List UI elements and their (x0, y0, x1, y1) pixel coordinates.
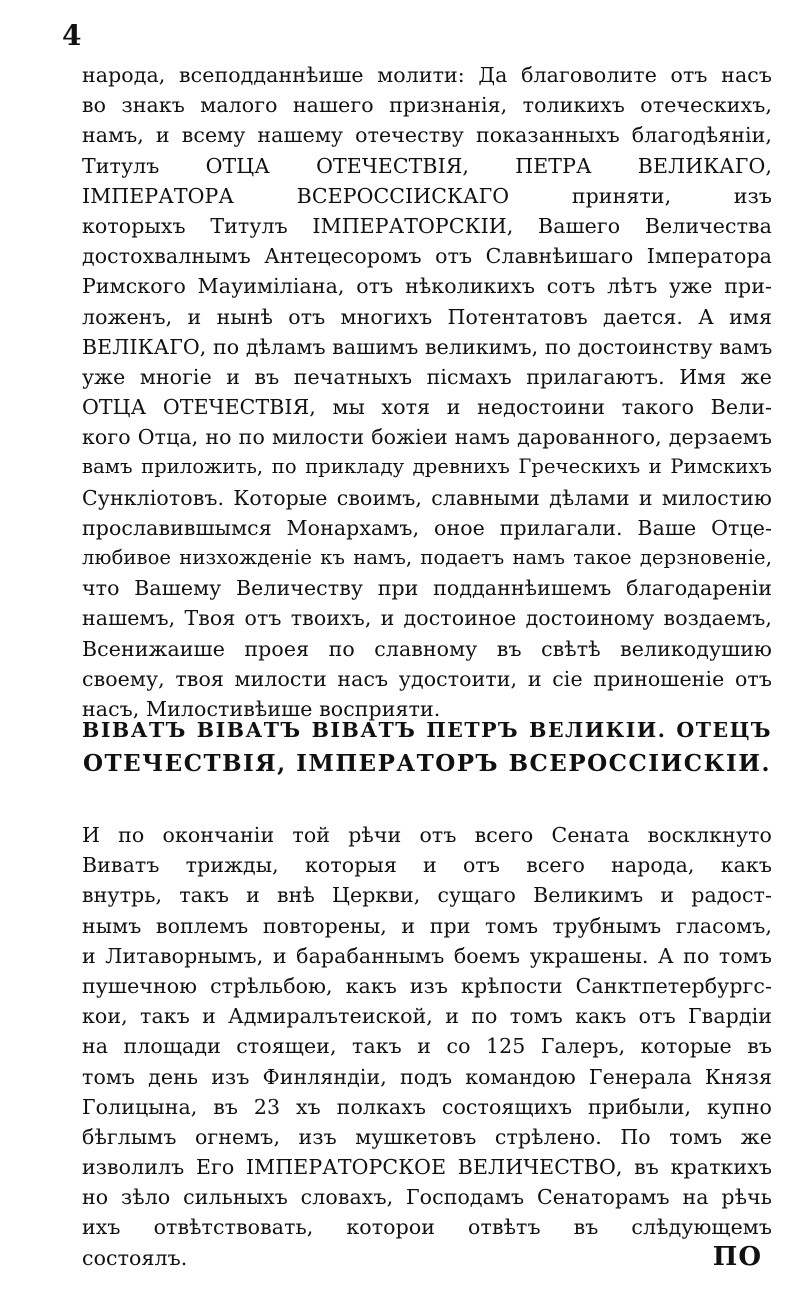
text-line: что Вашему Величеству при подданнѣишемъ благодареніи (82, 576, 772, 601)
text-line: И по окончаніи той рѣчи отъ всего Сената восклкнуто (82, 823, 772, 847)
text-line: народа, всеподданнѣише молити: Да благоволите отъ насъ (82, 63, 772, 87)
text-line: ложенъ, и нынѣ отъ многихъ Потентатовъ дается. А имя (82, 304, 772, 329)
text-line: ОТЦА ОТЕЧЕСТВІЯ, мы хотя и недостоини такого Вели- (82, 395, 772, 420)
text-line: насъ, Милостивѣише восприяти. (82, 696, 441, 721)
text-line: которыхъ Титулъ ІМПЕРАТОРСКІИ, Вашего Величества (82, 213, 772, 238)
heading-line: ОТЕЧЕСТВІЯ, ІМПЕРАТОРЪ ВСЕРОССІИСКІИ. (82, 750, 771, 777)
narrative-paragraph (82, 820, 772, 1273)
text-line: достохвалнымъ Антецесоромъ отъ Славнѣишаго Імператора (82, 244, 772, 269)
text-line: уже многіе и въ печатныхъ пісмахъ прилагаютъ. Имя же (82, 364, 772, 389)
text-line: ІМПЕРАТОРА ВСЕРОССІИСКАГО приняти, изъ (82, 183, 772, 208)
text-line: изволилъ Его ІМПЕРАТОРСКОЕ ВЕЛИЧЕСТВО, въ краткихъ (82, 1155, 772, 1180)
text-line: и Литаворнымъ, и барабаннымъ боемъ украшены. А по томъ (82, 943, 772, 968)
text-line: Сункліотовъ. Которые своимъ, славными дѣлами и милостию (82, 485, 772, 510)
text-line: внутрь, такъ и внѣ Церкви, сущаго Великимъ и радост- (82, 883, 772, 908)
petition-paragraph (82, 60, 772, 724)
text-line: Виватъ трижды, которыя и отъ всего народа, какъ (82, 853, 772, 878)
text-line: томъ день изъ Финляндіи, подъ командою Генерала Князя (82, 1064, 772, 1089)
text-line: состоялъ. (82, 1245, 188, 1270)
text-line: вамъ приложить, по прикладу древнихъ Греческихъ и Римскихъ (82, 455, 772, 479)
text-line: но зѣло сильныхъ словахъ, Господамъ Сенаторамъ на рѣчь (82, 1185, 772, 1210)
page-number: 4 (62, 19, 82, 52)
text-line: своему, твоя милости насъ удостоити, и сіе приношеніе отъ (82, 666, 772, 691)
text-line: на площади стоящеи, такъ и со 125 Галеръ, которые въ (82, 1034, 772, 1059)
text-line: Титулъ ОТЦА ОТЕЧЕСТВІЯ, ПЕТРА ВЕЛИКАГО, (82, 153, 772, 178)
text-line: кои, такъ и Адмиралътеиской, и по томъ какъ отъ Гвардіи (82, 1004, 772, 1029)
text-line: Голицына, въ 23 хъ полкахъ состоящихъ прибыли, купно (82, 1094, 772, 1119)
catchword: ПО (712, 1242, 762, 1272)
text-line: кого Отца, но по милости божіеи намъ дарованного, дерзаемъ (82, 425, 772, 450)
text-line: нашемъ, Твоя отъ твоихъ, и достоиное достоиному воздаемъ, (82, 606, 772, 631)
text-line: ихъ отвѣтствовать, которои отвѣтъ въ слѣдующемъ (82, 1215, 772, 1240)
text-line: во знакъ малого нашего признанія, толикихъ отеческихъ, (82, 93, 772, 118)
acclamation-heading (82, 713, 772, 781)
text-line: намъ, и всему нашему отечеству показанныхъ благодѣяніи, (82, 123, 772, 148)
text-line: любивое низхожденіе къ намъ, подаетъ намъ такое дерзновеніе, (82, 546, 772, 569)
text-line: Римского Мауиміліана, отъ нѣколикихъ сотъ лѣтъ уже при- (82, 274, 772, 299)
text-line: пушечною стрѣльбою, какъ изъ крѣпости Санктпетербургс- (82, 973, 772, 998)
heading-line: ВІВАТЪ ВІВАТЪ ВІВАТЪ ПЕТРЪ ВЕЛИКІИ. ОТЕЦЪ (82, 718, 772, 742)
text-line: ВЕЛІКАГО, по дѣламъ вашимъ великимъ, по достоинству вамъ (82, 334, 773, 359)
text-line: прославившымся Монархамъ, оное прилагали. Ваше Отце- (82, 515, 772, 540)
text-line: нымъ воплемъ повторены, и при томъ трубнымъ гласомъ, (82, 913, 772, 938)
text-line: Всенижаише проея по славному въ свѣтѣ великодушию (82, 636, 772, 661)
text-line: бѣглымъ огнемъ, изъ мушкетовъ стрѣлено. По томъ же (82, 1124, 772, 1149)
